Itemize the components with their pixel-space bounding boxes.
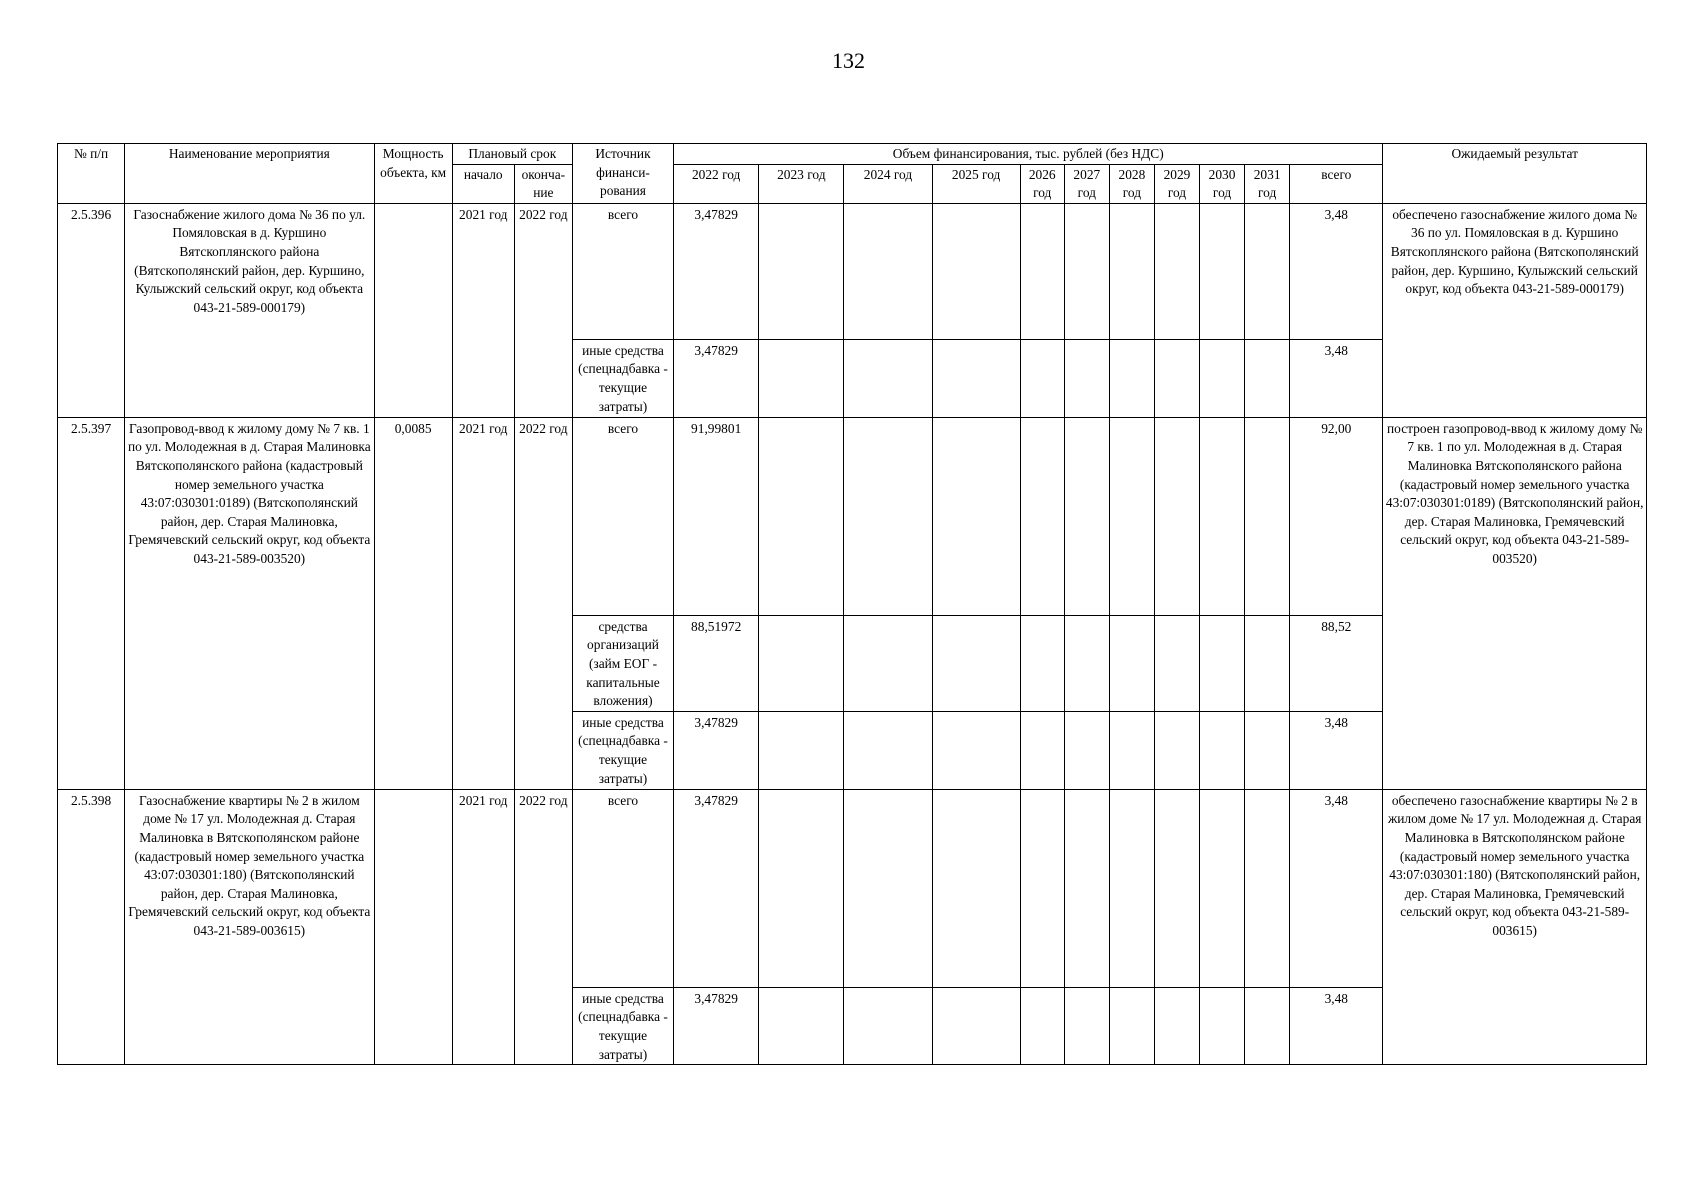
empty-cell <box>844 417 932 615</box>
header-year-2022: 2022 год <box>674 164 759 203</box>
empty-cell <box>1109 987 1154 1064</box>
row-num: 2.5.397 <box>58 417 125 789</box>
empty-cell <box>1245 711 1290 789</box>
empty-cell <box>1109 789 1154 987</box>
row-result: построен газопровод-ввод к жилому дому № 7 кв. 1 по ул. Молодежная в д. Старая Малиновка Вятскополянского района (кадастровый номер земельного участка 43:07:030301:0189) (Вятскополянский район, дер. Старая Малиновка, Гремячевский сельский округ, код объекта 043-21-589-003520) <box>1383 417 1647 789</box>
header-year-2025: 2025 год <box>932 164 1020 203</box>
empty-cell <box>1020 417 1064 615</box>
empty-cell <box>759 711 844 789</box>
empty-cell <box>932 789 1020 987</box>
empty-cell <box>1109 203 1154 339</box>
row-source: иные средства (спецнадбавка - текущие затраты) <box>572 339 673 417</box>
empty-cell <box>932 711 1020 789</box>
empty-cell <box>844 987 932 1064</box>
header-start: начало <box>452 164 514 203</box>
empty-cell <box>1245 987 1290 1064</box>
empty-cell <box>1064 339 1109 417</box>
row-total: 3,48 <box>1290 789 1383 987</box>
empty-cell <box>1064 711 1109 789</box>
row-source: всего <box>572 789 673 987</box>
row-value-2022: 3,47829 <box>674 203 759 339</box>
header-year-2028: 2028 год <box>1109 164 1154 203</box>
row-capacity <box>374 203 452 417</box>
header-year-2027: 2027 год <box>1064 164 1109 203</box>
empty-cell <box>759 339 844 417</box>
empty-cell <box>1154 615 1199 711</box>
empty-cell <box>1200 203 1245 339</box>
empty-cell <box>759 789 844 987</box>
empty-cell <box>759 203 844 339</box>
header-total: всего <box>1290 164 1383 203</box>
row-capacity <box>374 789 452 1064</box>
empty-cell <box>1200 987 1245 1064</box>
empty-cell <box>1154 417 1199 615</box>
empty-cell <box>1154 339 1199 417</box>
empty-cell <box>844 203 932 339</box>
row-source: иные средства (спецнадбавка - текущие затраты) <box>572 711 673 789</box>
table-row <box>58 417 1647 615</box>
empty-cell <box>1245 789 1290 987</box>
row-source: всего <box>572 417 673 615</box>
empty-cell <box>1064 417 1109 615</box>
empty-cell <box>932 987 1020 1064</box>
funding-table <box>57 143 1647 1065</box>
header-year-2024: 2024 год <box>844 164 932 203</box>
row-name: Газопровод-ввод к жилому дому № 7 кв. 1 по ул. Молодежная в д. Старая Малиновка Вятскополянского района (кадастровый номер земельного участка 43:07:030301:0189) (Вятскополянский район, дер. Старая Малиновка, Гремячевский сельский округ, код объекта 043-21-589-003520) <box>125 417 374 789</box>
empty-cell <box>1154 711 1199 789</box>
row-source: средства организаций (займ ЕОГ - капитальные вложения) <box>572 615 673 711</box>
empty-cell <box>1064 203 1109 339</box>
empty-cell <box>1200 339 1245 417</box>
header-year-2026: 2026 год <box>1020 164 1064 203</box>
row-value-2022: 88,51972 <box>674 615 759 711</box>
row-start: 2021 год <box>452 203 514 417</box>
empty-cell <box>1200 789 1245 987</box>
empty-cell <box>1154 987 1199 1064</box>
empty-cell <box>759 615 844 711</box>
row-total: 3,48 <box>1290 987 1383 1064</box>
row-end: 2022 год <box>514 789 572 1064</box>
empty-cell <box>1020 789 1064 987</box>
row-value-2022: 3,47829 <box>674 987 759 1064</box>
header-year-2029: 2029 год <box>1154 164 1199 203</box>
empty-cell <box>1109 339 1154 417</box>
empty-cell <box>759 417 844 615</box>
header-year-2030: 2030 год <box>1200 164 1245 203</box>
row-end: 2022 год <box>514 203 572 417</box>
header-plan-term: Плановый срок <box>452 144 572 165</box>
row-total: 92,00 <box>1290 417 1383 615</box>
row-value-2022: 91,99801 <box>674 417 759 615</box>
header-num: № п/п <box>58 144 125 204</box>
empty-cell <box>1154 789 1199 987</box>
empty-cell <box>932 417 1020 615</box>
empty-cell <box>1020 615 1064 711</box>
row-name: Газоснабжение квартиры № 2 в жилом доме № 17 ул. Молодежная д. Старая Малиновка в Вятскополянском районе (кадастровый номер земельного участка 43:07:030301:180) (Вятскополянский район, дер. Старая Малиновка, Гремячевский сельский округ, код объекта 043-21-589-003615) <box>125 789 374 1064</box>
table-row <box>58 789 1647 987</box>
row-result: обеспечено газоснабжение квартиры № 2 в жилом доме № 17 ул. Молодежная д. Старая Малиновка в Вятскополянском районе (кадастровый номер земельного участка 43:07:030301:180) (Вятскополянский район, дер. Старая Малиновка, Гремячевский сельский округ, код объекта 043-21-589-003615) <box>1383 789 1647 1064</box>
empty-cell <box>1109 417 1154 615</box>
row-value-2022: 3,47829 <box>674 339 759 417</box>
empty-cell <box>844 339 932 417</box>
empty-cell <box>844 789 932 987</box>
page-number: 132 <box>832 48 865 73</box>
empty-cell <box>1064 789 1109 987</box>
empty-cell <box>759 987 844 1064</box>
empty-cell <box>844 615 932 711</box>
row-end: 2022 год <box>514 417 572 789</box>
empty-cell <box>932 615 1020 711</box>
row-name: Газоснабжение жилого дома № 36 по ул. Помяловская в д. Куршино Вятскоплянского района (Вятскополянский район, дер. Куршино, Кулыжский сельский округ, код объекта 043-21-589-000179) <box>125 203 374 417</box>
header-result: Ожидаемый результат <box>1383 144 1647 204</box>
row-total: 3,48 <box>1290 711 1383 789</box>
empty-cell <box>1064 987 1109 1064</box>
empty-cell <box>1245 615 1290 711</box>
row-total: 3,48 <box>1290 203 1383 339</box>
row-result: обеспечено газоснабжение жилого дома № 36 по ул. Помяловская в д. Куршино Вятскоплянского района (Вятскополянский район, дер. Куршино, Кулыжский сельский округ, код объекта 043-21-589-000179) <box>1383 203 1647 417</box>
header-year-2023: 2023 год <box>759 164 844 203</box>
empty-cell <box>1109 615 1154 711</box>
header-end: оконча- ние <box>514 164 572 203</box>
header-year-2031: 2031 год <box>1245 164 1290 203</box>
row-total: 88,52 <box>1290 615 1383 711</box>
empty-cell <box>1200 711 1245 789</box>
empty-cell <box>1109 711 1154 789</box>
header-capacity: Мощность объекта, км <box>374 144 452 204</box>
row-value-2022: 3,47829 <box>674 789 759 987</box>
empty-cell <box>1245 203 1290 339</box>
row-source: иные средства (спецнадбавка - текущие затраты) <box>572 987 673 1064</box>
header-source: Источник финанси- рования <box>572 144 673 204</box>
row-source: всего <box>572 203 673 339</box>
empty-cell <box>932 203 1020 339</box>
empty-cell <box>1200 615 1245 711</box>
empty-cell <box>1245 417 1290 615</box>
empty-cell <box>1020 987 1064 1064</box>
empty-cell <box>1200 417 1245 615</box>
row-start: 2021 год <box>452 417 514 789</box>
empty-cell <box>1020 203 1064 339</box>
header-funding: Объем финансирования, тыс. рублей (без НДС) <box>674 144 1383 165</box>
header-name: Наименование мероприятия <box>125 144 374 204</box>
empty-cell <box>844 711 932 789</box>
empty-cell <box>1020 339 1064 417</box>
empty-cell <box>1064 615 1109 711</box>
row-value-2022: 3,47829 <box>674 711 759 789</box>
empty-cell <box>1154 203 1199 339</box>
empty-cell <box>1020 711 1064 789</box>
header-row-1 <box>58 144 1647 165</box>
table-row <box>58 203 1647 339</box>
empty-cell <box>1245 339 1290 417</box>
row-num: 2.5.396 <box>58 203 125 417</box>
empty-cell <box>932 339 1020 417</box>
row-num: 2.5.398 <box>58 789 125 1064</box>
row-start: 2021 год <box>452 789 514 1064</box>
row-total: 3,48 <box>1290 339 1383 417</box>
row-capacity: 0,0085 <box>374 417 452 789</box>
